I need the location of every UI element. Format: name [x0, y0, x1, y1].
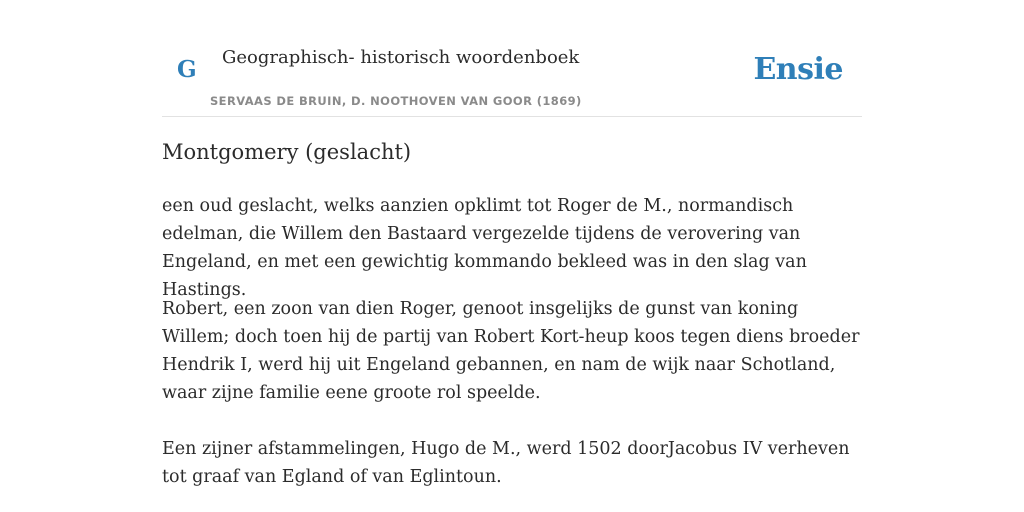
book-author: SERVAAS DE BRUIN, D. NOOTHOVEN VAN GOOR (1869)	[210, 94, 582, 108]
entry-paragraph: Een zijner afstammelingen, Hugo de M., werd 1502 doorJacobus IV verheven tot graaf van Egland of van Eglintoun.	[162, 439, 850, 487]
page-container	[162, 0, 862, 487]
header	[162, 0, 862, 117]
book-logo-icon[interactable]: G	[177, 56, 197, 83]
entry-paragraph: een oud geslacht, welks aanzien opklimt tot Roger de M., normandisch edelman, die Willem den Bastaard vergezelde tijdens de verovering van Engeland, en met een gewichtig kommando bekleed was in den slag van Hastings.	[162, 196, 807, 300]
ensie-logo-link[interactable]: Ensie	[753, 52, 843, 87]
entry-paragraph: Robert, een zoon van dien Roger, genoot insgelijks de gunst van koning Willem; doch toen hij de partij van Robert Kort-heup koos tegen diens broeder Hendrik I, werd hij uit Engeland gebannen, en nam de wijk naar Schotland, waar zijne familie eene groote rol speelde.	[162, 299, 860, 403]
entry-title: Montgomery (geslacht)	[162, 140, 412, 164]
book-title-link[interactable]: Geographisch- historisch woordenboek	[222, 47, 580, 68]
